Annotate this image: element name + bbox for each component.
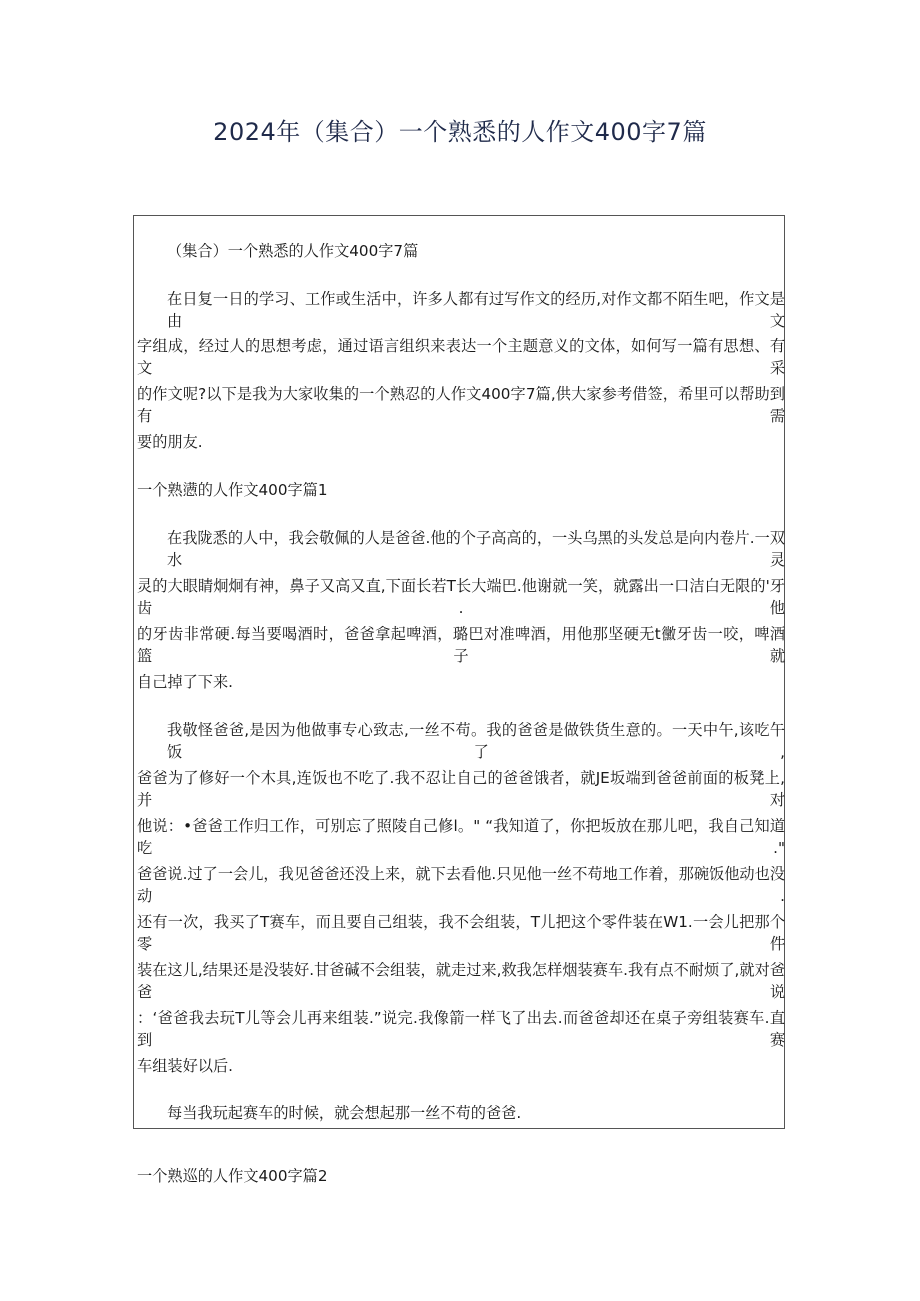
section-2-heading: 一个熟巡的人作文400字篇2: [137, 1167, 328, 1185]
paragraph-1-line-3: 的牙齿非常硬.每当要喝酒时，爸爸拿起啤酒，璐巴对准啤酒，用他那坚硬无t黴牙齿一咬，啤酒篮子就: [137, 625, 785, 665]
paragraph-1-line-4: 自己掉了下来.: [137, 673, 233, 691]
paragraph-2-line-8: 车组装好以后.: [137, 1057, 233, 1075]
intro-line-1: 在日复一日的学习、工作或生活中，许多人都有过写作文的经历,对作文都不陌生吧，作文是由文: [167, 290, 785, 330]
paragraph-2-line-4: 爸爸说.过了一会儿，我见爸爸还没上来，就下去看他.只见他一丝不苟地工作着，那碗饭他动也没动.: [137, 865, 785, 905]
intro-line-4: 要的朋友.: [137, 433, 203, 451]
paragraph-2-line-5: 还有一次，我买了T赛车，而且要自己组装，我不会组装，T儿把这个零件装在W1.一会儿把那个零件: [137, 913, 785, 953]
paragraph-2-line-1: 我敬怪爸爸,是因为他做事专心致志,一丝不苟。我的爸爸是做铁货生意的。一天中午,该吃午饭了,: [167, 721, 785, 761]
intro-line-3: 的作文呢?以下是我为大家收集的一个熟忍的人作文400字7篇,供大家参考借签，希里可以帮助到有需: [137, 385, 785, 425]
paragraph-2-line-7: ：‘爸爸我去玩T儿等会儿再来组装.”说完.我像箭一样飞了出去.而爸爸却还在桌子旁组装赛车.直到赛: [137, 1009, 785, 1049]
intro-line-2: 字组成，经过人的思想考虑，通过语言组织来表达一个主题意义的文体，如何写一篇有思想、有文采: [137, 337, 785, 377]
paragraph-1-line-1: 在我陇悉的人中，我会敬佩的人是爸爸.他的个子高高的，一头乌黑的头发总是向内卷片.一双水灵: [167, 529, 785, 569]
document-subtitle: （集合）一个熟悉的人作文400字7篇: [167, 242, 419, 260]
section-1-heading: 一个熟懑的人作文400字篇1: [137, 481, 328, 499]
paragraph-2-line-2: 爸爸为了修好一个木具,连饭也不吃了.我不忍让自己的爸爸饿者，就JE坂端到爸爸前面的板凳上,并对: [137, 769, 785, 809]
paragraph-2-line-6: 装在这儿,结果还是没装好.甘爸碱不会组装，就走过来,救我怎样烟装赛车.我有点不耐烦了,就对爸爸说: [137, 961, 785, 1001]
document-title: 2024年（集合）一个熟悉的人作文400字7篇: [213, 118, 707, 146]
paragraph-2-line-3: 他说：•爸爸工作归工作，可别忘了照陵自己修l。" “我知道了，你把坂放在那儿吧，我自己知道吃.": [137, 817, 785, 857]
paragraph-1-line-2: 灵的大眼睛炯炯有神，鼻子又高又直,下面长若T长大端巴.他谢就一笑，就露出一口洁白无限的'牙齿.他: [137, 577, 785, 617]
paragraph-3: 每当我玩起赛车的时候，就会想起那一丝不苟的爸爸.: [167, 1104, 522, 1122]
